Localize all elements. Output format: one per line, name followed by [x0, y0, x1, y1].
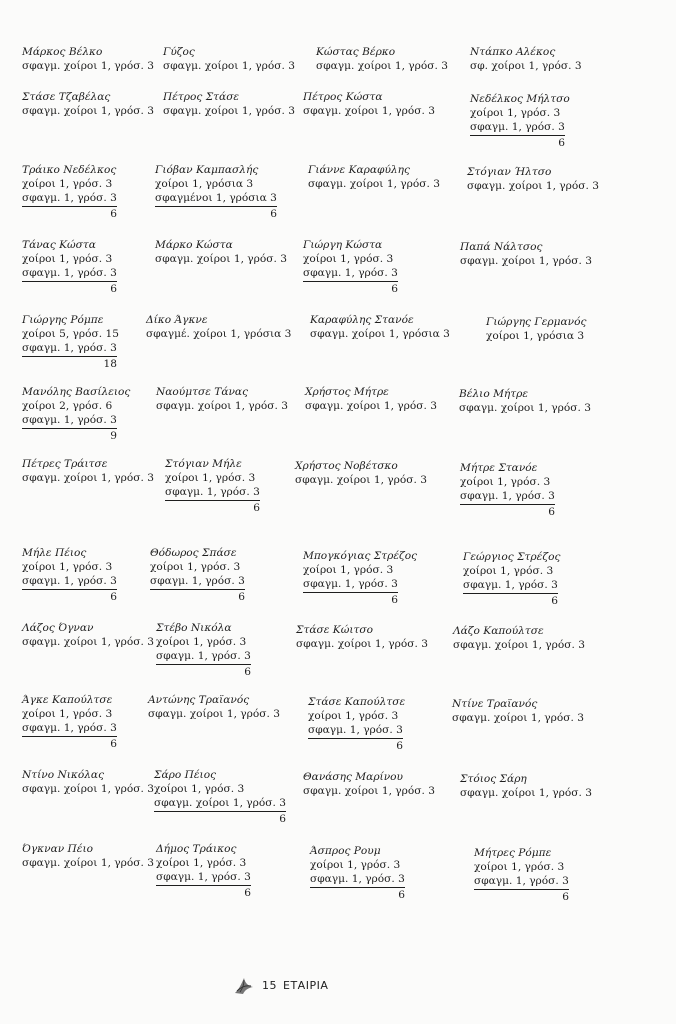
entry-name: Κώστας Βέρκο: [316, 46, 396, 58]
entry-line: χοίροι 1, γρόσια 3: [486, 330, 585, 343]
entry-name: Γεώργιος Στρέζος: [463, 551, 561, 563]
entry-line: σφαγμ. χοίροι 1, γρόσ. 3: [460, 255, 592, 268]
entry-line: σφαγμ. χοίροι 1, γρόσ. 3: [22, 636, 154, 649]
ledger-entry: [460, 772, 592, 800]
ledger-entry: [452, 697, 584, 725]
ledger-entry: [305, 385, 437, 413]
ledger-entry: [22, 385, 130, 443]
entry-name: Στάσε Τζαβέλας: [22, 91, 111, 103]
entry-name: Λάζο Καπούλτσε: [453, 625, 544, 637]
entry-name: Μπογκόγιας Στρέζος: [303, 550, 418, 562]
entry-line: σφαγμένοι 1, γρόσια 3: [155, 191, 277, 206]
leaf-ornament-icon: [232, 974, 256, 996]
ledger-entry: [295, 459, 427, 487]
page-footer: [232, 974, 328, 996]
entry-name: Μήλε Πέιος: [22, 547, 87, 559]
ledger-entry: [22, 842, 154, 870]
entry-name: Πέτρος Στάσε: [163, 91, 240, 103]
entry-line: σφαγμ. χοίροι 1, γρόσια 3: [310, 328, 450, 341]
entry-total: 6: [548, 505, 555, 518]
entry-total: 6: [270, 207, 277, 220]
entry-line: χοίροι 1, γρόσ. 3: [308, 710, 399, 723]
entry-total: 6: [110, 207, 117, 220]
entry-line: σφαγμ. χοίροι 1, γρόσ. 3: [154, 796, 286, 811]
entry-line: χοίροι 1, γρόσ. 3: [22, 178, 113, 191]
entry-name: Στόγιαν Μήλε: [165, 458, 242, 470]
entry-name: Θανάσης Μαρίνου: [303, 771, 403, 783]
ledger-entry: [156, 621, 251, 679]
entry-name: Παπά Νάλτσος: [460, 241, 543, 253]
entry-line: σφαγμ. 1, γρόσ. 3: [150, 574, 245, 589]
entry-line: σφαγμ. χοίροι 1, γρόσ. 3: [453, 639, 585, 652]
entry-name: Γύζος: [163, 46, 195, 58]
entry-line: σφαγμ. 1, γρόσ. 3: [303, 577, 398, 592]
entry-line: χοίροι 1, γρόσ. 3: [22, 253, 113, 266]
entry-total: 6: [396, 739, 403, 752]
ledger-entry: [470, 45, 582, 73]
entry-line: χοίροι 2, γρόσ. 6: [22, 400, 113, 413]
entry-line: σφαγμ. 1, γρόσ. 3: [474, 874, 569, 889]
ledger-entry: [154, 768, 286, 826]
entry-line: χοίροι 1, γρόσια 3: [155, 178, 254, 191]
entry-line: σφαγμ. χοίροι 1, γρόσ. 3: [303, 105, 435, 118]
entry-name: Τράικο Νεδέλκος: [22, 164, 117, 176]
ledger-entry: [460, 461, 555, 519]
entry-name: Σάρο Πέιος: [154, 769, 217, 781]
entry-line: σφ. χοίροι 1, γρόσ. 3: [470, 60, 582, 73]
entry-line: σφαγμ. χοίροι 1, γρόσ. 3: [163, 60, 295, 73]
entry-line: χοίροι 1, γρόσ. 3: [310, 859, 401, 872]
entry-line: σφαγμ. χοίροι 1, γρόσ. 3: [467, 180, 599, 193]
entry-name: Γιάννε Καραφύλης: [308, 164, 410, 176]
entry-line: σφαγμ. 1, γρόσ. 3: [310, 872, 405, 887]
entry-name: Στάσε Καπούλτσε: [308, 696, 406, 708]
ledger-entry: [156, 842, 251, 900]
entry-line: σφαγμ. χοίροι 1, γρόσ. 3: [305, 400, 437, 413]
entry-line: σφαγμέ. χοίροι 1, γρόσια 3: [146, 328, 292, 341]
ledger-entry: [310, 844, 405, 902]
entry-name: Άσπρος Ρουμ: [310, 845, 381, 857]
ledger-entry: [22, 313, 119, 371]
entry-name: Βέλιο Μήτρε: [459, 388, 529, 400]
entry-line: σφαγμ. 1, γρόσ. 3: [22, 266, 117, 281]
entry-total: 6: [110, 590, 117, 603]
ledger-entry: [22, 45, 154, 73]
entry-total: 6: [110, 282, 117, 295]
entry-line: σφαγμ. χοίροι 1, γρόσ. 3: [452, 712, 584, 725]
entry-line: σφαγμ. 1, γρόσ. 3: [156, 870, 251, 885]
entry-name: Ντίνε Τραϊανός: [452, 698, 538, 710]
entry-total: 6: [279, 812, 286, 825]
entry-name: Άγκε Καπούλτσε: [22, 694, 113, 706]
entry-line: χοίροι 1, γρόσ. 3: [303, 564, 394, 577]
entry-name: Γιώργης Ρόμπε: [22, 314, 104, 326]
ledger-entry: [303, 770, 435, 798]
entry-total: 6: [391, 282, 398, 295]
entry-line: σφαγμ. χοίροι 1, γρόσ. 3: [295, 474, 427, 487]
ledger-entry: [310, 313, 450, 341]
entry-line: σφαγμ. χοίροι 1, γρόσ. 3: [148, 708, 280, 721]
entry-name: Ντάπκο Αλέκος: [470, 46, 556, 58]
ledger-entry: [155, 163, 277, 221]
ledger-entry: [303, 238, 398, 296]
entry-line: σφαγμ. χοίροι 1, γρόσ. 3: [460, 787, 592, 800]
ledger-entry: [296, 623, 428, 651]
entry-line: σφαγμ. χοίροι 1, γρόσ. 3: [22, 857, 154, 870]
entry-total: 6: [244, 886, 251, 899]
entry-line: σφαγμ. 1, γρόσ. 3: [22, 341, 117, 356]
entry-name: Μήτρες Ρόμπε: [474, 847, 552, 859]
entry-line: σφαγμ. χοίροι 1, γρόσ. 3: [303, 785, 435, 798]
ledger-entry: [163, 45, 295, 73]
entry-name: Νεδέλκος Μήλτσο: [470, 93, 570, 105]
running-title: ΕΤΑΙΡΙΑ: [283, 978, 329, 992]
entry-name: Στέβο Νικόλα: [156, 622, 232, 634]
entry-name: Καραφύλης Στανόε: [310, 314, 414, 326]
entry-line: σφαγμ. 1, γρόσ. 3: [22, 191, 117, 206]
entry-name: Μάρκο Κώστα: [155, 239, 233, 251]
entry-line: σφαγμ. χοίροι 1, γρόσ. 3: [308, 178, 440, 191]
ledger-entry: [155, 238, 287, 266]
entry-line: χοίροι 1, γρόσ. 3: [156, 636, 247, 649]
entry-total: 6: [238, 590, 245, 603]
entry-name: Χρήστος Νοβέτσκο: [295, 460, 398, 472]
entry-line: χοίροι 1, γρόσ. 3: [150, 561, 241, 574]
entry-total: 6: [253, 501, 260, 514]
entry-line: σφαγμ. χοίροι 1, γρόσ. 3: [22, 105, 154, 118]
ledger-entry: [150, 546, 245, 604]
entry-name: Πέτρες Τράιτσε: [22, 458, 108, 470]
entry-total: 18: [103, 357, 117, 370]
entry-name: Μήτρε Στανόε: [460, 462, 538, 474]
entry-line: σφαγμ. 1, γρόσ. 3: [308, 723, 403, 738]
ledger-entry: [148, 693, 280, 721]
entry-line: σφαγμ. 1, γρόσ. 3: [165, 485, 260, 500]
entry-name: Δήμος Τράικος: [156, 843, 237, 855]
ledger-entry: [459, 387, 591, 415]
entry-name: Πέτρος Κώστα: [303, 91, 383, 103]
ledger-entry: [22, 768, 154, 796]
entry-line: σφαγμ. 1, γρόσ. 3: [22, 574, 117, 589]
entry-line: σφαγμ. χοίροι 1, γρόσ. 3: [163, 105, 295, 118]
entry-total: 6: [558, 136, 565, 149]
entry-name: Μάρκος Βέλκο: [22, 46, 103, 58]
ledger-entry: [163, 90, 295, 118]
ledger-entry: [463, 550, 560, 608]
entry-line: σφαγμ. χοίροι 1, γρόσ. 3: [22, 783, 154, 796]
entry-line: χοίροι 1, γρόσ. 3: [156, 857, 247, 870]
ledger-entry: [22, 546, 117, 604]
ledger-entry: [22, 163, 117, 221]
entry-name: Θόδωρος Σπάσε: [150, 547, 237, 559]
entry-name: Γιόβαν Καμπασλής: [155, 164, 259, 176]
entry-line: χοίροι 1, γρόσ. 3: [22, 561, 113, 574]
entry-name: Στάσε Κώιτσο: [296, 624, 373, 636]
ledger-entry: [22, 238, 117, 296]
ledger-entry: [156, 385, 288, 413]
entry-total: 6: [391, 593, 398, 606]
entry-total: 6: [398, 888, 405, 901]
entry-name: Λάζος Όγναν: [22, 622, 94, 634]
entry-line: σφαγμ. χοίροι 1, γρόσ. 3: [22, 472, 154, 485]
ledger-entry: [467, 165, 599, 193]
entry-name: Μανόλης Βασίλειος: [22, 386, 131, 398]
entry-line: χοίροι 1, γρόσ. 3: [460, 476, 551, 489]
entry-line: χοίροι 1, γρόσ. 3: [154, 783, 245, 796]
entry-name: Δίκο Άγκνε: [146, 314, 208, 326]
entry-line: σφαγμ. χοίροι 1, γρόσ. 3: [22, 60, 154, 73]
ledger-entry: [460, 240, 592, 268]
entry-total: 6: [562, 890, 569, 903]
ledger-entry: [22, 621, 154, 649]
entry-name: Γιώργης Γερμανός: [486, 316, 587, 328]
entry-name: Τάνας Κώστα: [22, 239, 96, 251]
entry-line: σφαγμ. χοίροι 1, γρόσ. 3: [155, 253, 287, 266]
page-number: 15: [262, 978, 277, 992]
ledger-entry: [316, 45, 448, 73]
entry-line: χοίροι 1, γρόσ. 3: [22, 708, 113, 721]
entry-line: σφαγμ. χοίροι 1, γρόσ. 3: [459, 402, 591, 415]
entry-total: 6: [551, 594, 558, 607]
entry-total: 6: [244, 665, 251, 678]
ledger-entry: [453, 624, 585, 652]
ledger-entry: [22, 693, 117, 751]
ledger-entry: [308, 163, 440, 191]
entry-line: χοίροι 1, γρόσ. 3: [463, 565, 554, 578]
entry-total: 6: [110, 737, 117, 750]
entry-name: Ντίνο Νικόλας: [22, 769, 105, 781]
entry-line: χοίροι 5, γρόσ. 15: [22, 328, 119, 341]
ledger-entry: [146, 313, 291, 341]
ledger-entry: [308, 695, 405, 753]
entry-line: σφαγμ. χοίροι 1, γρόσ. 3: [316, 60, 448, 73]
entry-line: σφαγμ. χοίροι 1, γρόσ. 3: [156, 400, 288, 413]
entry-total: 9: [110, 429, 117, 442]
ledger-entry: [22, 90, 154, 118]
ledger-entry: [22, 457, 154, 485]
ledger-entry: [303, 549, 417, 607]
entry-name: Χρήστος Μήτρε: [305, 386, 389, 398]
entry-line: σφαγμ. 1, γρόσ. 3: [22, 721, 117, 736]
entry-line: σφαγμ. 1, γρόσ. 3: [303, 266, 398, 281]
entry-name: Γιώργη Κώστα: [303, 239, 383, 251]
ledger-entry: [470, 92, 570, 150]
entry-name: Ναούμτσε Τάνας: [156, 386, 249, 398]
entry-line: χοίροι 1, γρόσ. 3: [165, 472, 256, 485]
entry-name: Στόιος Σάρη: [460, 773, 527, 785]
entry-name: Όγκναν Πέιο: [22, 843, 93, 855]
entry-line: σφαγμ. 1, γρόσ. 3: [22, 413, 117, 428]
ledger-entry: [486, 315, 586, 343]
entry-line: σφαγμ. 1, γρόσ. 3: [470, 120, 565, 135]
entry-line: χοίροι 1, γρόσ. 3: [474, 861, 565, 874]
ledger-entry: [474, 846, 569, 904]
entry-line: σφαγμ. 1, γρόσ. 3: [460, 489, 555, 504]
entry-name: Αντώνης Τραϊανός: [148, 694, 250, 706]
entry-line: σφαγμ. χοίροι 1, γρόσ. 3: [296, 638, 428, 651]
entry-line: σφαγμ. 1, γρόσ. 3: [156, 649, 251, 664]
entry-line: σφαγμ. 1, γρόσ. 3: [463, 578, 558, 593]
entry-name: Στόγιαν Ήλτσο: [467, 166, 552, 178]
ledger-entry: [165, 457, 260, 515]
entry-line: χοίροι 1, γρόσ. 3: [470, 107, 561, 120]
ledger-entry: [303, 90, 435, 118]
entry-line: χοίροι 1, γρόσ. 3: [303, 253, 394, 266]
